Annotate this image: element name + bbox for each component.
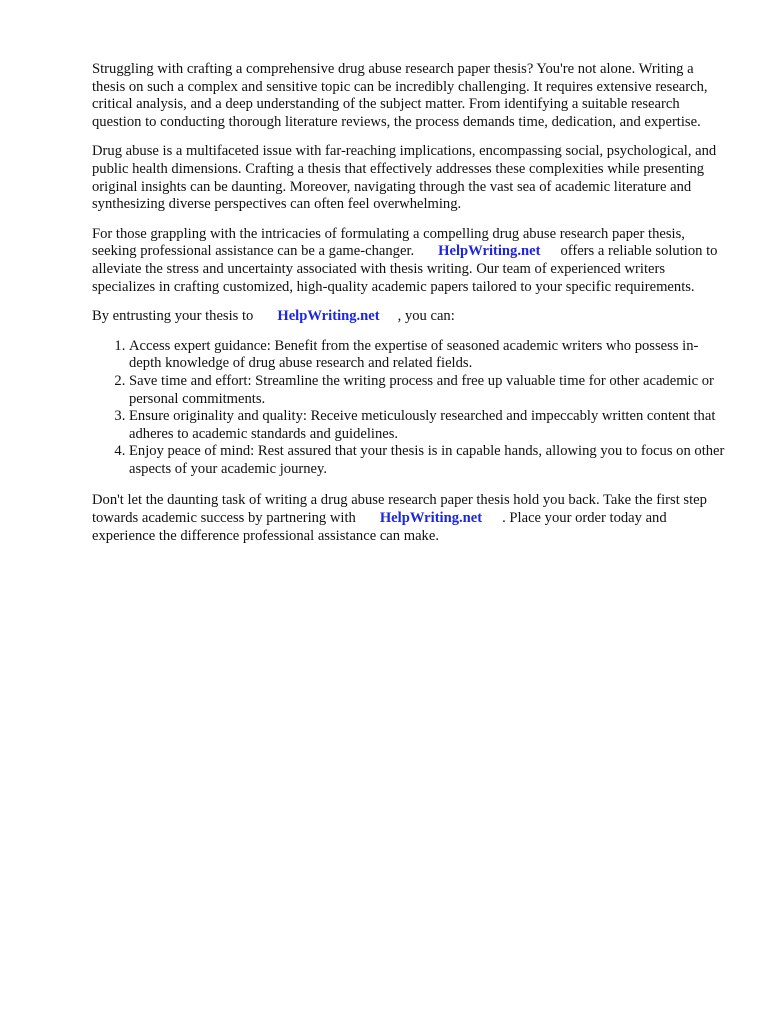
closing-paragraph — [92, 492, 730, 545]
list-item: 3. Ensure originality and quality: Receive meticulously researched and impeccably written content that adheres to academic standards and guidelines. — [129, 408, 730, 443]
list-item: 2. Save time and effort: Streamline the writing process and free up valuable time for other academic or personal commitments. — [129, 373, 730, 408]
document-body — [92, 61, 730, 557]
assistance-text-before: For those grappling with the intricacies of formulating a compelling drug abuse research paper thesis, seeking professional assistance can be a game-changer. — [92, 225, 685, 260]
assistance-paragraph — [92, 226, 730, 296]
intro-paragraph: Struggling with crafting a comprehensive drug abuse research paper thesis? You're not alone. Writing a thesis on such a complex and sensitive topic can be incredibly challenging. It requires extensive research, critical analysis, and a deep understanding of the subject matter. From identifying a suitable research question to conducting thorough literature reviews, the process demands time, dedication, and expertise. — [92, 61, 708, 130]
entrusting-text-before: By entrusting your thesis to — [92, 308, 254, 325]
closing-text-before: Don't let the daunting task of writing a drug abuse research paper thesis hold you back. Take the first step towards academic success by partnering with — [92, 492, 707, 527]
helpwriting-link[interactable]: HelpWriting.net — [438, 243, 541, 260]
entrusting-text-after: , you can: — [397, 308, 455, 325]
closing-text-after: . Place your order today and experience the difference professional assistance can make. — [92, 510, 667, 544]
entrusting-paragraph — [92, 308, 730, 326]
benefits-list — [92, 338, 730, 479]
helpwriting-link[interactable]: HelpWriting.net — [379, 510, 483, 527]
helpwriting-link[interactable]: HelpWriting.net — [277, 308, 380, 325]
list-item: 1. Access expert guidance: Benefit from the expertise of seasoned academic writers who possess in-depth knowledge of drug abuse research and related fields. — [129, 338, 730, 373]
issue-paragraph: Drug abuse is a multifaceted issue with far-reaching implications, encompassing social, psychological, and public health dimensions. Crafting a thesis that effectively addresses these complexities while presenting original insights can be daunting. Moreover, navigating through the vast sea of academic literature and synthesizing diverse perspectives can often feel overwhelming. — [92, 143, 717, 213]
assistance-text-after: offers a reliable solution to alleviate the stress and uncertainty associated with thesis writing. Our team of experienced writers specializes in crafting customized, high-quality academic papers tailored to your specific requirements. — [92, 243, 718, 295]
list-item: 4. Enjoy peace of mind: Rest assured that your thesis is in capable hands, allowing you to focus on other aspects of your academic journey. — [129, 443, 730, 478]
